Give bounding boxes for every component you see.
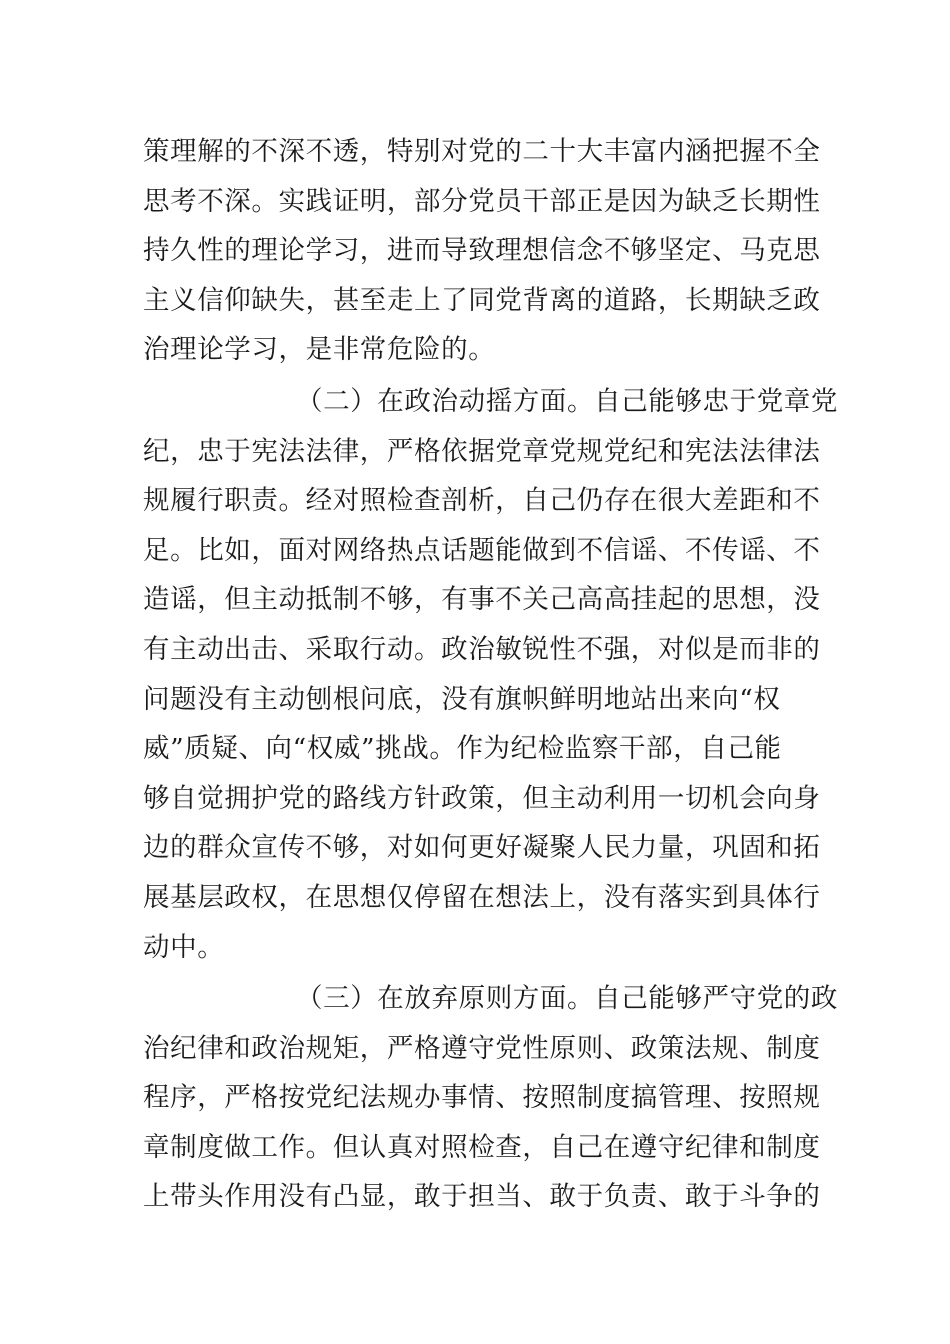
text-line: 策理解的不深不透，特别对党的二十大丰富内涵把握不全 bbox=[143, 136, 821, 167]
text-line: 规履行职责。经对照检查剖析，自己仍存在很大差距和不 bbox=[143, 485, 821, 517]
text-line: 足。比如，面对网络热点话题能做到不信谣、不传谣、不 bbox=[143, 534, 821, 566]
text-line: 持久性的理论学习，进而导致理想信念不够坚定、马克思 bbox=[143, 235, 821, 267]
text-line: 思考不深。实践证明，部分党员干部正是因为缺乏长期性 bbox=[143, 185, 821, 217]
text-line: 治纪律和政治规矩，严格遵守党性原则、政策法规、制度 bbox=[143, 1032, 821, 1064]
text-line: 主义信仰缺失，甚至走上了同党背离的道路，长期缺乏政 bbox=[143, 284, 821, 316]
text-line: 治理论学习，是非常危险的。 bbox=[143, 334, 496, 366]
text-line: 够自觉拥护党的路线方针政策，但主动利用一切机会向身 bbox=[143, 782, 821, 814]
section-heading-line: （三）在放弃原则方面。自己能够严守党的政 bbox=[296, 983, 838, 1015]
text-line: 有主动出击、采取行动。政治敏锐性不强，对似是而非的 bbox=[143, 633, 821, 665]
text-line: 上带头作用没有凸显，敢于担当、敢于负责、敢于斗争的 bbox=[143, 1181, 821, 1213]
paragraph-2 bbox=[143, 377, 838, 972]
text-line: 动中。 bbox=[143, 931, 225, 963]
text-line: 边的群众宣传不够，对如何更好凝聚人民力量，巩固和拓 bbox=[143, 832, 821, 864]
text-line: 展基层政权，在思想仅停留在想法上，没有落实到具体行 bbox=[143, 881, 821, 913]
text-line: 纪，忠于宪法法律，严格依据党章党规党纪和宪法法律法 bbox=[143, 435, 821, 467]
text-line: 程序，严格按党纪法规办事情、按照制度搞管理、按照规 bbox=[143, 1082, 821, 1114]
text-line: 威”质疑、向“权威”挑战。作为纪检监察干部，自己能 bbox=[143, 733, 782, 765]
paragraph-3 bbox=[143, 974, 838, 1222]
body-text bbox=[143, 127, 838, 1222]
section-heading-line: （二）在政治动摇方面。自己能够忠于党章党 bbox=[296, 385, 838, 417]
paragraph-1 bbox=[143, 127, 821, 375]
text-line: 章制度做工作。但认真对照检查，自己在遵守纪律和制度 bbox=[143, 1131, 821, 1163]
text-line: 造谣，但主动抵制不够，有事不关己高高挂起的思想，没 bbox=[143, 584, 821, 616]
text-line: 问题没有主动刨根问底，没有旗帜鲜明地站出来向“权 bbox=[143, 683, 781, 715]
